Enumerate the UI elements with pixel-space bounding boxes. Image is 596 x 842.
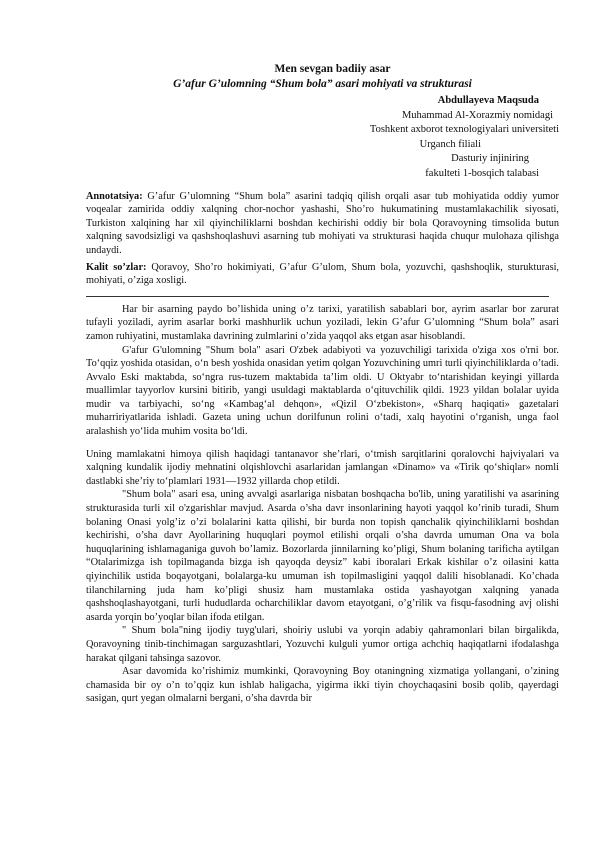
keywords — [86, 261, 559, 288]
abstract-text: G’afur G’ulomning “Shum bola” asarini tadqiq qilish orqali asar tub mohiyatida oddiy yumor voqealar zamirida oddiy xalqning chor-nochor yashashi, Sho’ro hukumatining mustamlakachilik siyosati, Turkiston xalqining har xil qiyinchiliklarni boshdan kechirishi oddiy bir bola Qoravoyning timsolida butun xalqning savodsizligi va qashshoqlashuvi asarning tub mohiyati va strukturasi haqida chuqur mulohaza qilishga undaydi. — [86, 190, 559, 256]
document-subtitle: G’afur G’ulomning “Shum bola” asari mohiyati va strukturasi — [173, 78, 472, 90]
author-block — [86, 94, 559, 182]
author-affiliation-line: Urganch filiali — [419, 138, 481, 150]
author-affiliation-line: Dasturiy injiniring — [451, 153, 529, 165]
abstract-label: Annotatsiya: — [86, 190, 143, 202]
body-paragraph: G'afur G'ulomning "Shum bola" asari O'zbek adabiyoti va yozuvchiligi tarixida o'ziga xos o'rni bor. To‘qqiz yoshida otasidan, o‘n besh yoshida onasidan yetim qolgan Yozuvchining umri turli qiyinchiliklarda o’tadi. Avvalo Eski maktabda, so‘ngra rus-tuzem maktabida ta’lim oldi. U Oktyabr to‘ntarishidan keyingi yillarda muallimlar tayyorlov kursini bitirib, yangi usuldagi maktablarda o‘qituvchilik qildi. 1923 yildan bolalar uyida mudir va tarbiyachi, so‘ng «Kambag‘al dehqon», «Qizil O‘zbekiston», «Sharq haqiqati» gazetalari muharririyatlarida ishladi. Gazeta uning uchun dorilfunun rolini o‘tadi, xalq hayotini o‘rganish, unga faol aralashish yo‘lida muhim vosita bo‘ldi. — [86, 344, 559, 438]
body-paragraph: " Shum bola"ning ijodiy tuyg'ulari, shoiriy uslubi va yorqin adabiy qahramonlari bilan birgalikda, Qoravoyning tinib-tinchimagan sarguzashtlari, Yozuvchi kulguli yumor ortiga achchiq haqiqatlarni ifodalashga harakat qilgani tahsinga sazovor. — [86, 625, 559, 664]
author-affiliation-line: fakulteti 1-bosqich talabasi — [425, 167, 539, 179]
body-paragraph: Asar davomida ko’rishimiz mumkinki, Qoravoyning Boy otaningning xizmatiga yollangani, o’zining chamasida bir oy o’n to’qqiz kun ishlab haligacha, yigirma ikki tiyin choychaqasini bosib qolib, qayerdagi sasigan, qurt yegan olmalarni bergani, o’sha davrda bir — [86, 666, 559, 705]
author-affiliation-line: Muhammad Al-Xorazmiy nomidagi — [401, 109, 553, 121]
body-paragraph: "Shum bola" asari esa, uning avvalgi asarlariga nisbatan boshqacha bo'lib, uning yaratilishi va asarining strukturasida turli xil o'zgarishlar mavjud. Asarda o’sha davr insonlarining hayoti yaqqol ko’rinib turadi, Shum bolaning Onasi yolg’iz o’zi bolalarini katta qilishi, bir burda non topish qanchalik qiyinchiliklarni boshdan kechirishi, o’sha davr Ayollarining huquqlari poymol etilishi orqali o’sha davrda umuman Ona va bola huquqlarining ishlamaganiga guvoh bo’lamiz. Bozorlarda jinnilarning ko’pligi, Shum bolaning tarificha aytilgan “Otalarimizga ish topilmaganda bizga ish qayoqda deysiz” kabi iboralari Erkak kishilar o’z oilasini katta qiyinchilik ustida boqayotgani, bolalarga-ku umuman ish topilmasligini yaqqol dalili hisoblanadi. Ko’chada tilanchilarning juda ham ko’pligi shusiz ham mustamlaka ostida yashayotgan xalqning yanada qashshoqlashayotgani, turli hududlarda ocharchiliklar davom etayotgani, o’g’rilik va fisqu-fasodning avj olishi asarda yorqin bo’yoqlar bilan ifoda etilgan. — [86, 489, 559, 623]
keywords-label: Kalit so’zlar: — [86, 261, 147, 273]
abstract — [86, 190, 559, 258]
body-paragraph: Har bir asarning paydo bo’lishida uning o’z tarixi, yaratilish sabablari bor, ayrim asarlar bor zarurat tufayli yoziladi, ayrim asarlar borki mashhurlik uchun yoziladi, lekin G’afur G’ulomning “Shum bola” asari zamon ruhiyatini, mustamlaka davrining zulmlarini o’zida yaqqol aks etgan asar hisoblandi. — [86, 303, 559, 342]
author-affiliation-line: Toshkent axborot texnologiyalari universiteti — [369, 124, 559, 136]
section-divider — [86, 296, 549, 297]
author-name: Abdullayeva Maqsuda — [437, 95, 539, 106]
keywords-text: Qoravoy, Sho’ro hokimiyati, G’afur G’ulom, Shum bola, yozuvchi, qashshoqlik, sturukturasi, mohiyati, o’ziga xosligi. — [86, 261, 560, 287]
body-paragraph: Uning mamlakatni himoya qilish haqidagi tantanavor she’rlari, o‘tmish sarqitlarini qoralovchi hajviyalari va xalqning kundalik ijodiy mehnatini olqishlovchi asarlaridan jamlangan «Dinamo» va «Tirik qo‘shiqlar» nomli dastlabki she’riy to‘plamlari 1931—1932 yillarda chop etildi. — [86, 448, 559, 487]
document-title: Men sevgan badiiy asar — [274, 63, 391, 75]
